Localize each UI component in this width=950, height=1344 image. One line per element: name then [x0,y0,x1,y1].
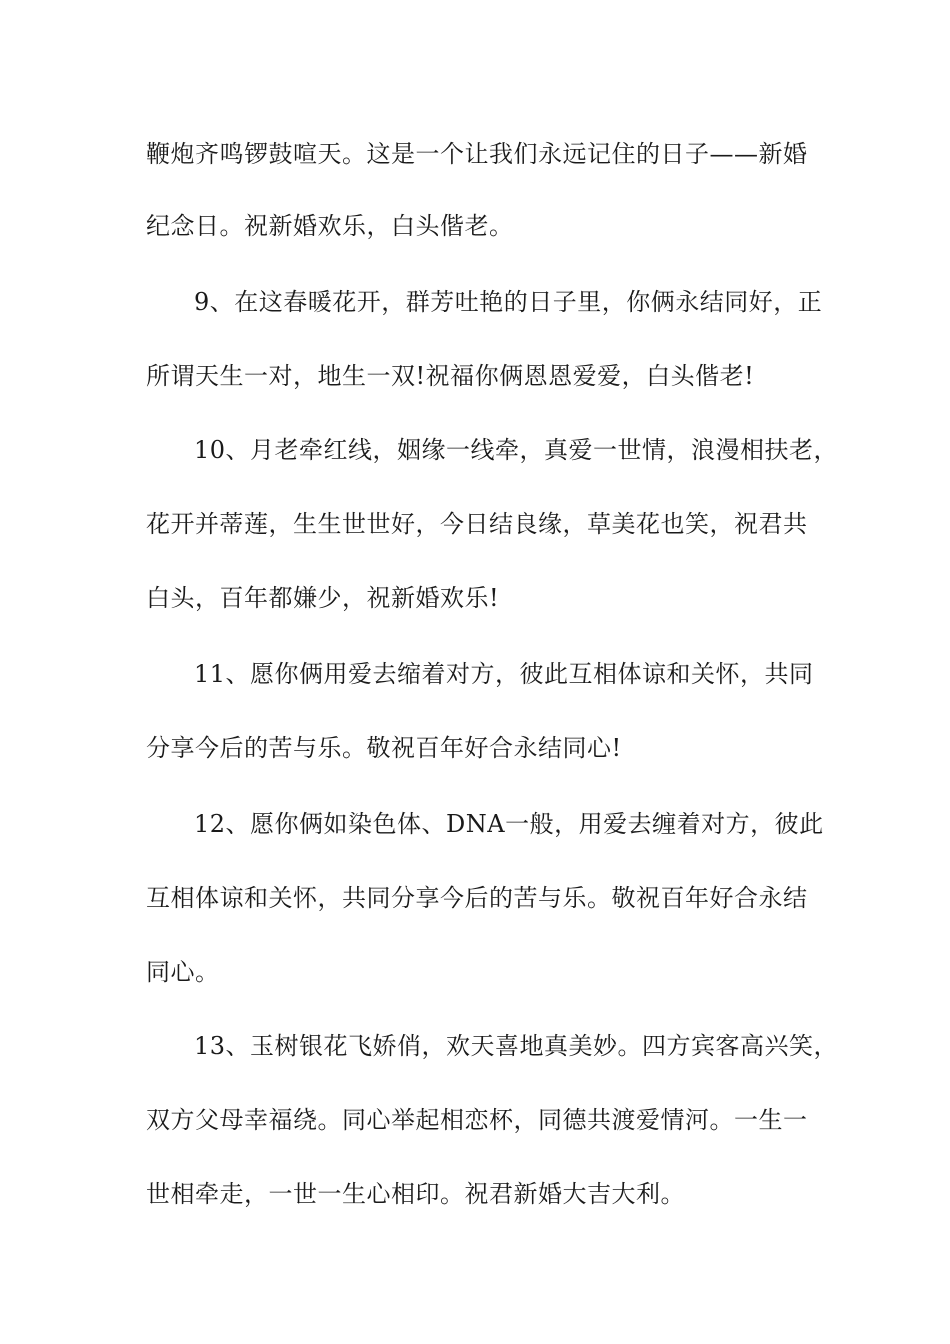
text-line: 分享今后的苦与乐。敬祝百年好合永结同心! [146,734,622,762]
text-line: 花开并蒂莲，生生世世好，今日结良缘，草美花也笑，祝君共 [146,510,808,538]
paragraph-9-line: 9、在这春暖花开，群芳吐艳的日子里，你俩永结同好，正 [194,288,823,316]
text-line: 同心。 [146,958,220,986]
text-line: 互相体谅和关怀，共同分享今后的苦与乐。敬祝百年好合永结 [146,884,808,912]
text-line: 鞭炮齐鸣锣鼓喧天。这是一个让我们永远记住的日子——新婚 [146,140,808,168]
paragraph-11-line: 11、愿你俩用爱去缩着对方，彼此互相体谅和关怀，共同 [194,660,814,688]
text-line: 世相牵走，一世一生心相印。祝君新婚大吉大利。 [146,1180,685,1208]
text-line: 白头，百年都嫌少，祝新婚欢乐! [146,584,500,612]
text-line: 所谓天生一对，地生一双!祝福你俩恩恩爱爱，白头偕老! [146,362,755,390]
paragraph-10-line: 10、月老牵红线，姻缘一线牵，真爱一世情，浪漫相扶老， [194,436,839,464]
paragraph-12-line: 12、愿你俩如染色体、DNA一般，用爱去缠着对方，彼此 [194,810,824,838]
text-line: 纪念日。祝新婚欢乐，白头偕老。 [146,212,514,240]
text-line: 双方父母幸福绕。同心举起相恋杯，同德共渡爱情河。一生一 [146,1106,808,1134]
paragraph-13-line: 13、玉树银花飞娇俏，欢天喜地真美妙。四方宾客高兴笑， [194,1032,839,1060]
